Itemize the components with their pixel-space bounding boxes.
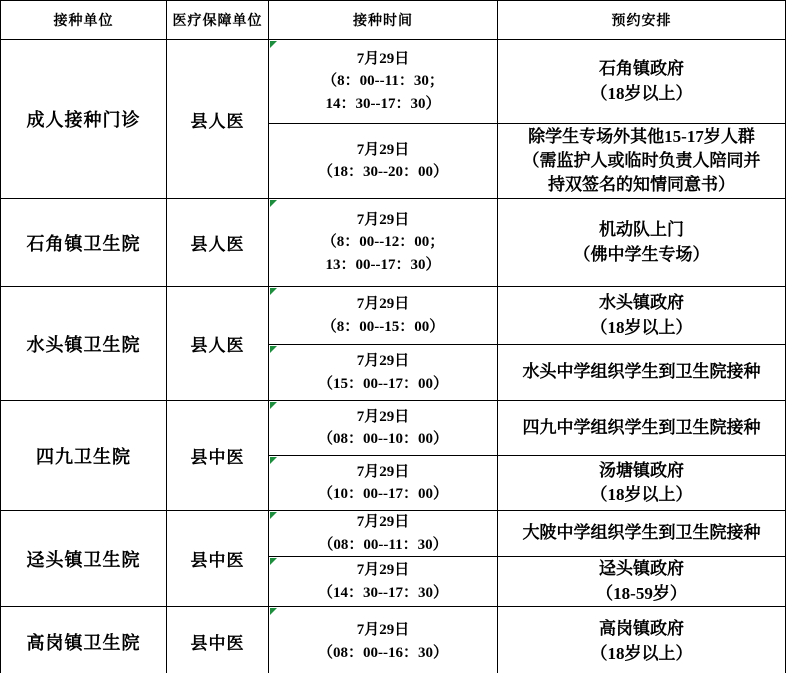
time-line: （18：30--20：00） [318, 164, 448, 180]
time-line: 7月29日 [356, 562, 410, 578]
header-medical-support-unit: 医疗保障单位 [167, 1, 269, 40]
appointment-line: （18岁以上） [590, 317, 693, 337]
medical-support-unit-cell: 县人医 [167, 199, 269, 287]
appointment-line: 持双签名的知情同意书） [548, 175, 735, 195]
schedule-table-body [1, 40, 786, 673]
header-appointment-arrangement: 预约安排 [498, 1, 786, 40]
appointment-line: （18岁以上） [590, 83, 693, 103]
time-line: （8：00--12：00； [321, 234, 445, 251]
appointment-line: 汤塘镇政府 [599, 460, 684, 480]
time-line: （8：00--11：30； [322, 73, 444, 90]
appointment-line: 除学生专场外其他15-17岁人群 [528, 126, 755, 146]
appointment-line: （18岁以上） [590, 485, 693, 504]
appointment-cell [498, 557, 786, 607]
green-triangle-icon [270, 608, 277, 615]
medical-support-unit-cell: 县中医 [167, 607, 269, 673]
table-row [1, 511, 786, 557]
appointment-cell [498, 40, 786, 124]
vaccination-unit-cell: 水头镇卫生院 [1, 287, 167, 401]
vaccination-time-cell [269, 401, 498, 456]
table-row [1, 40, 786, 124]
green-triangle-icon [270, 512, 277, 519]
medical-support-unit-cell: 县中医 [167, 401, 269, 511]
table-row [1, 607, 786, 673]
table-header-row [1, 1, 786, 40]
vaccination-unit-cell: 四九卫生院 [1, 401, 167, 511]
time-line: 7月29日 [356, 296, 410, 312]
vaccination-unit-cell: 成人接种门诊 [1, 40, 167, 199]
vaccination-time-cell [269, 557, 498, 607]
green-triangle-icon [270, 200, 277, 207]
time-line: （15：00--17：00） [318, 375, 448, 392]
appointment-cell [498, 401, 786, 456]
header-vaccination-time: 接种时间 [269, 1, 498, 40]
table-row [1, 287, 786, 345]
appointment-cell [498, 607, 786, 673]
green-triangle-icon [270, 346, 277, 353]
appointment-cell [498, 456, 786, 511]
appointment-line: （佛中学生专场） [573, 244, 710, 264]
time-line: 14：30--17：30） [325, 95, 441, 112]
time-line: 7月29日 [356, 353, 410, 369]
vaccination-time-cell [269, 456, 498, 511]
appointment-line: 水头中学组织学生到卫生院接种 [522, 362, 761, 382]
vaccination-time-cell [269, 124, 498, 199]
time-line: （08：00--16：30） [318, 644, 448, 661]
green-triangle-icon [270, 288, 277, 295]
green-triangle-icon [270, 41, 277, 48]
vaccination-time-cell [269, 199, 498, 287]
appointment-cell [498, 124, 786, 199]
vaccination-unit-cell: 石角镇卫生院 [1, 199, 167, 287]
vaccination-time-cell [269, 607, 498, 673]
time-line: （14：30--17：30） [318, 584, 448, 601]
vaccination-unit-cell: 迳头镇卫生院 [1, 511, 167, 607]
medical-support-unit-cell: 县中医 [167, 511, 269, 607]
time-line: 7月29日 [356, 514, 410, 530]
time-line: 7月29日 [356, 141, 410, 158]
appointment-line: 机动队上门 [599, 220, 684, 240]
time-line: 7月29日 [356, 50, 410, 67]
time-line: （10：00--17：00） [318, 486, 448, 502]
appointment-line: （需监护人或临时负责人陪同并 [522, 150, 761, 170]
appointment-line: （18岁以上） [590, 643, 693, 663]
appointment-line: 迳头镇政府 [599, 559, 684, 579]
time-line: 7月29日 [356, 622, 410, 638]
time-line: （08：00--10：00） [318, 431, 448, 447]
appointment-cell [498, 199, 786, 287]
vaccination-time-cell [269, 345, 498, 401]
appointment-cell [498, 287, 786, 345]
appointment-line: 高岗镇政府 [599, 619, 684, 639]
table-row [1, 199, 786, 287]
appointment-cell [498, 511, 786, 557]
medical-support-unit-cell: 县人医 [167, 287, 269, 401]
appointment-line: 水头镇政府 [599, 293, 684, 313]
appointment-cell [498, 345, 786, 401]
green-triangle-icon [270, 457, 277, 464]
time-line: 13：00--17：30） [325, 256, 441, 273]
time-line: 7月29日 [356, 463, 410, 480]
header-vaccination-unit: 接种单位 [1, 1, 167, 40]
medical-support-unit-cell: 县人医 [167, 40, 269, 199]
appointment-line: 石角镇政府 [599, 59, 684, 79]
appointment-line: 四九中学组织学生到卫生院接种 [522, 417, 761, 437]
appointment-line: （18-59岁） [596, 583, 687, 603]
time-line: （8：00--15：00） [321, 318, 445, 335]
green-triangle-icon [270, 558, 277, 565]
vaccination-time-cell [269, 511, 498, 557]
green-triangle-icon [270, 402, 277, 409]
time-line: 7月29日 [356, 408, 410, 425]
time-line: （08：00--11：30） [318, 536, 448, 553]
time-line: 7月29日 [356, 211, 410, 228]
vaccination-unit-cell: 高岗镇卫生院 [1, 607, 167, 673]
table-row [1, 401, 786, 456]
vaccination-time-cell [269, 287, 498, 345]
vaccination-time-cell [269, 40, 498, 124]
appointment-line: 大陂中学组织学生到卫生院接种 [522, 523, 761, 543]
